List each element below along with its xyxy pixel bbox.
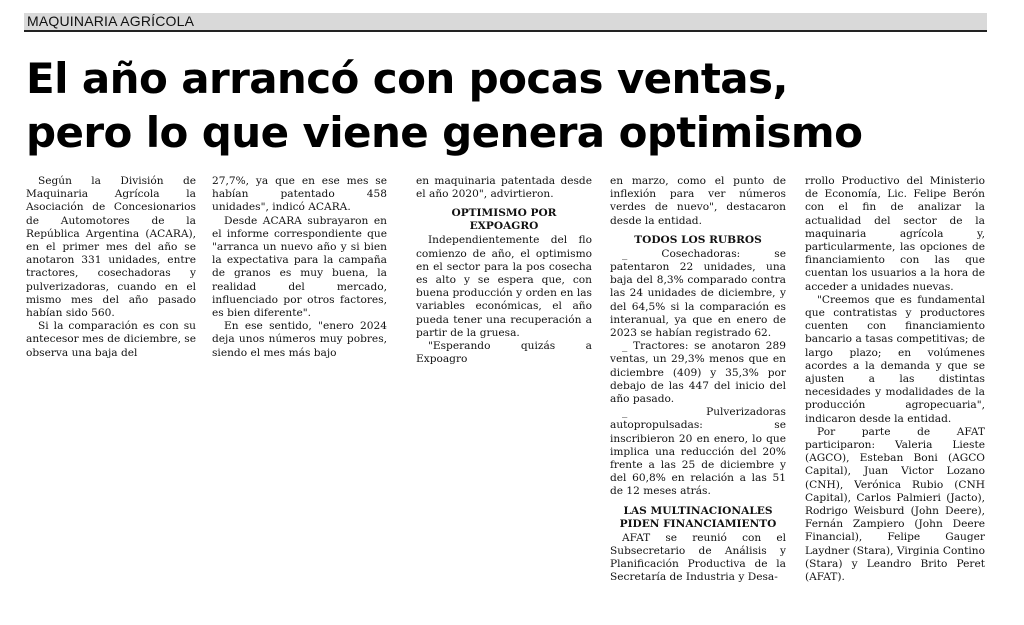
headline	[26, 52, 986, 160]
paragraph: AFAT se reunió con el Subsecretario de Análisis y Planificación Productiva de la Secretaría de Industria y Desa-	[610, 531, 786, 584]
article-column-2	[212, 175, 387, 360]
paragraph: _ Pulverizadoras autopropulsadas: se inscribieron 20 en enero, lo que implica una reducción del 20% frente a las 25 de diciembre y del 60,8% en relación a las 51 de 12 meses atrás.	[610, 406, 786, 498]
paragraph: en maquinaria patentada desde el año 2020", advirtieron.	[416, 175, 592, 201]
paragraph: En ese sentido, "enero 2024 deja unos números muy pobres, siendo el mes más bajo	[212, 320, 387, 359]
article-column-1	[26, 175, 196, 360]
paragraph: rrollo Productivo del Ministerio de Economía, Lic. Felipe Berón con el fin de analizar la actualidad del sector de la maquinaria agrícola y, particularmente, las opciones de financiamiento con las que cuentan los usuarios a la hora de acceder a unidades nuevas.	[805, 175, 985, 293]
paragraph: "Creemos que es fundamental que contratistas y productores cuenten con financiamiento bancario a tasas competitivas; de largo plazo; en volúmenes acordes a la demanda y que se ajusten a las distintas necesidades y modalidades de la producción agropecuaria", indicaron desde la entidad.	[805, 293, 985, 425]
headline-line-2: pero lo que viene genera optimismo	[26, 108, 863, 157]
paragraph: _ Cosechadoras: se patentaron 22 unidades, una baja del 8,3% comparado contra las 24 unidades de diciembre, y del 64,5% si la comparación es interanual, ya que en enero de 2023 se habían registrado 62.	[610, 247, 786, 340]
subheading-optimismo: OPTIMISMO POR EXPOAGRO	[451, 207, 557, 233]
paragraph: Según la División de Maquinaria Agrícola la Asociación de Concesionarios de Automotores de la República Argentina (ACARA), en el primer mes del año se anotaron 331 unidades, entre tractores, cosechadoras y pulverizadoras, cuando en el mismo mes del año pasado habían sido 560.	[26, 175, 196, 320]
article-column-4	[610, 175, 786, 584]
headline-line-1: El año arrancó con pocas ventas,	[26, 54, 788, 103]
section-bar	[24, 13, 987, 32]
paragraph: Independientemente del flo comienzo de año, el optimismo en el sector para la pos cosecha es alto y se espera que, con buena producción y orden en las variables económicas, el año pueda tener una recuperación a partir de la gruesa.	[416, 234, 592, 339]
section-label: MAQUINARIA AGRÍCOLA	[27, 13, 195, 29]
paragraph: Desde ACARA subrayaron en el informe correspondiente que "arranca un nuevo año y si bien la expectativa para la campaña de granos es muy buena, la realidad del mercado, influenciado por otros factores, es bien diferente".	[212, 214, 387, 320]
subheading-rubros: TODOS LOS RUBROS	[634, 233, 762, 246]
paragraph: _ Tractores: se anotaron 289 ventas, un 29,3% menos que en diciembre (409) y 35,3% por debajo de las 447 del inicio del año pasado.	[610, 340, 786, 406]
paragraph: "Esperando quizás a Expoagro	[416, 340, 592, 366]
article-column-5	[805, 175, 985, 584]
paragraph: Si la comparación es con su antecesor mes de diciembre, se observa una baja del	[26, 320, 197, 359]
subheading-multinacionales: LAS MULTINACIONALES PIDEN FINANCIAMIENTO	[619, 504, 777, 530]
paragraph: Por parte de AFAT participaron: Valeria Lieste (AGCO), Esteban Boni (AGCO Capital), Juan Victor Lozano (CNH), Verónica Rubio (CNH Capital), Carlos Palmieri (Jacto), Rodrigo Weisburd (John Deere), Fernán Zampiero (John Deere Financial), Felipe Gauger Laydner (Stara), Virginia Contino (Stara) y Leandro Brito Peret (AFAT).	[805, 425, 985, 584]
paragraph: 27,7%, ya que en ese mes se habían patentado 458 unidades", indicó ACARA.	[212, 175, 387, 214]
paragraph: en marzo, como el punto de inflexión para ver números verdes de nuevo", destacaron desde la entidad.	[610, 175, 786, 227]
article-column-3	[416, 175, 592, 366]
